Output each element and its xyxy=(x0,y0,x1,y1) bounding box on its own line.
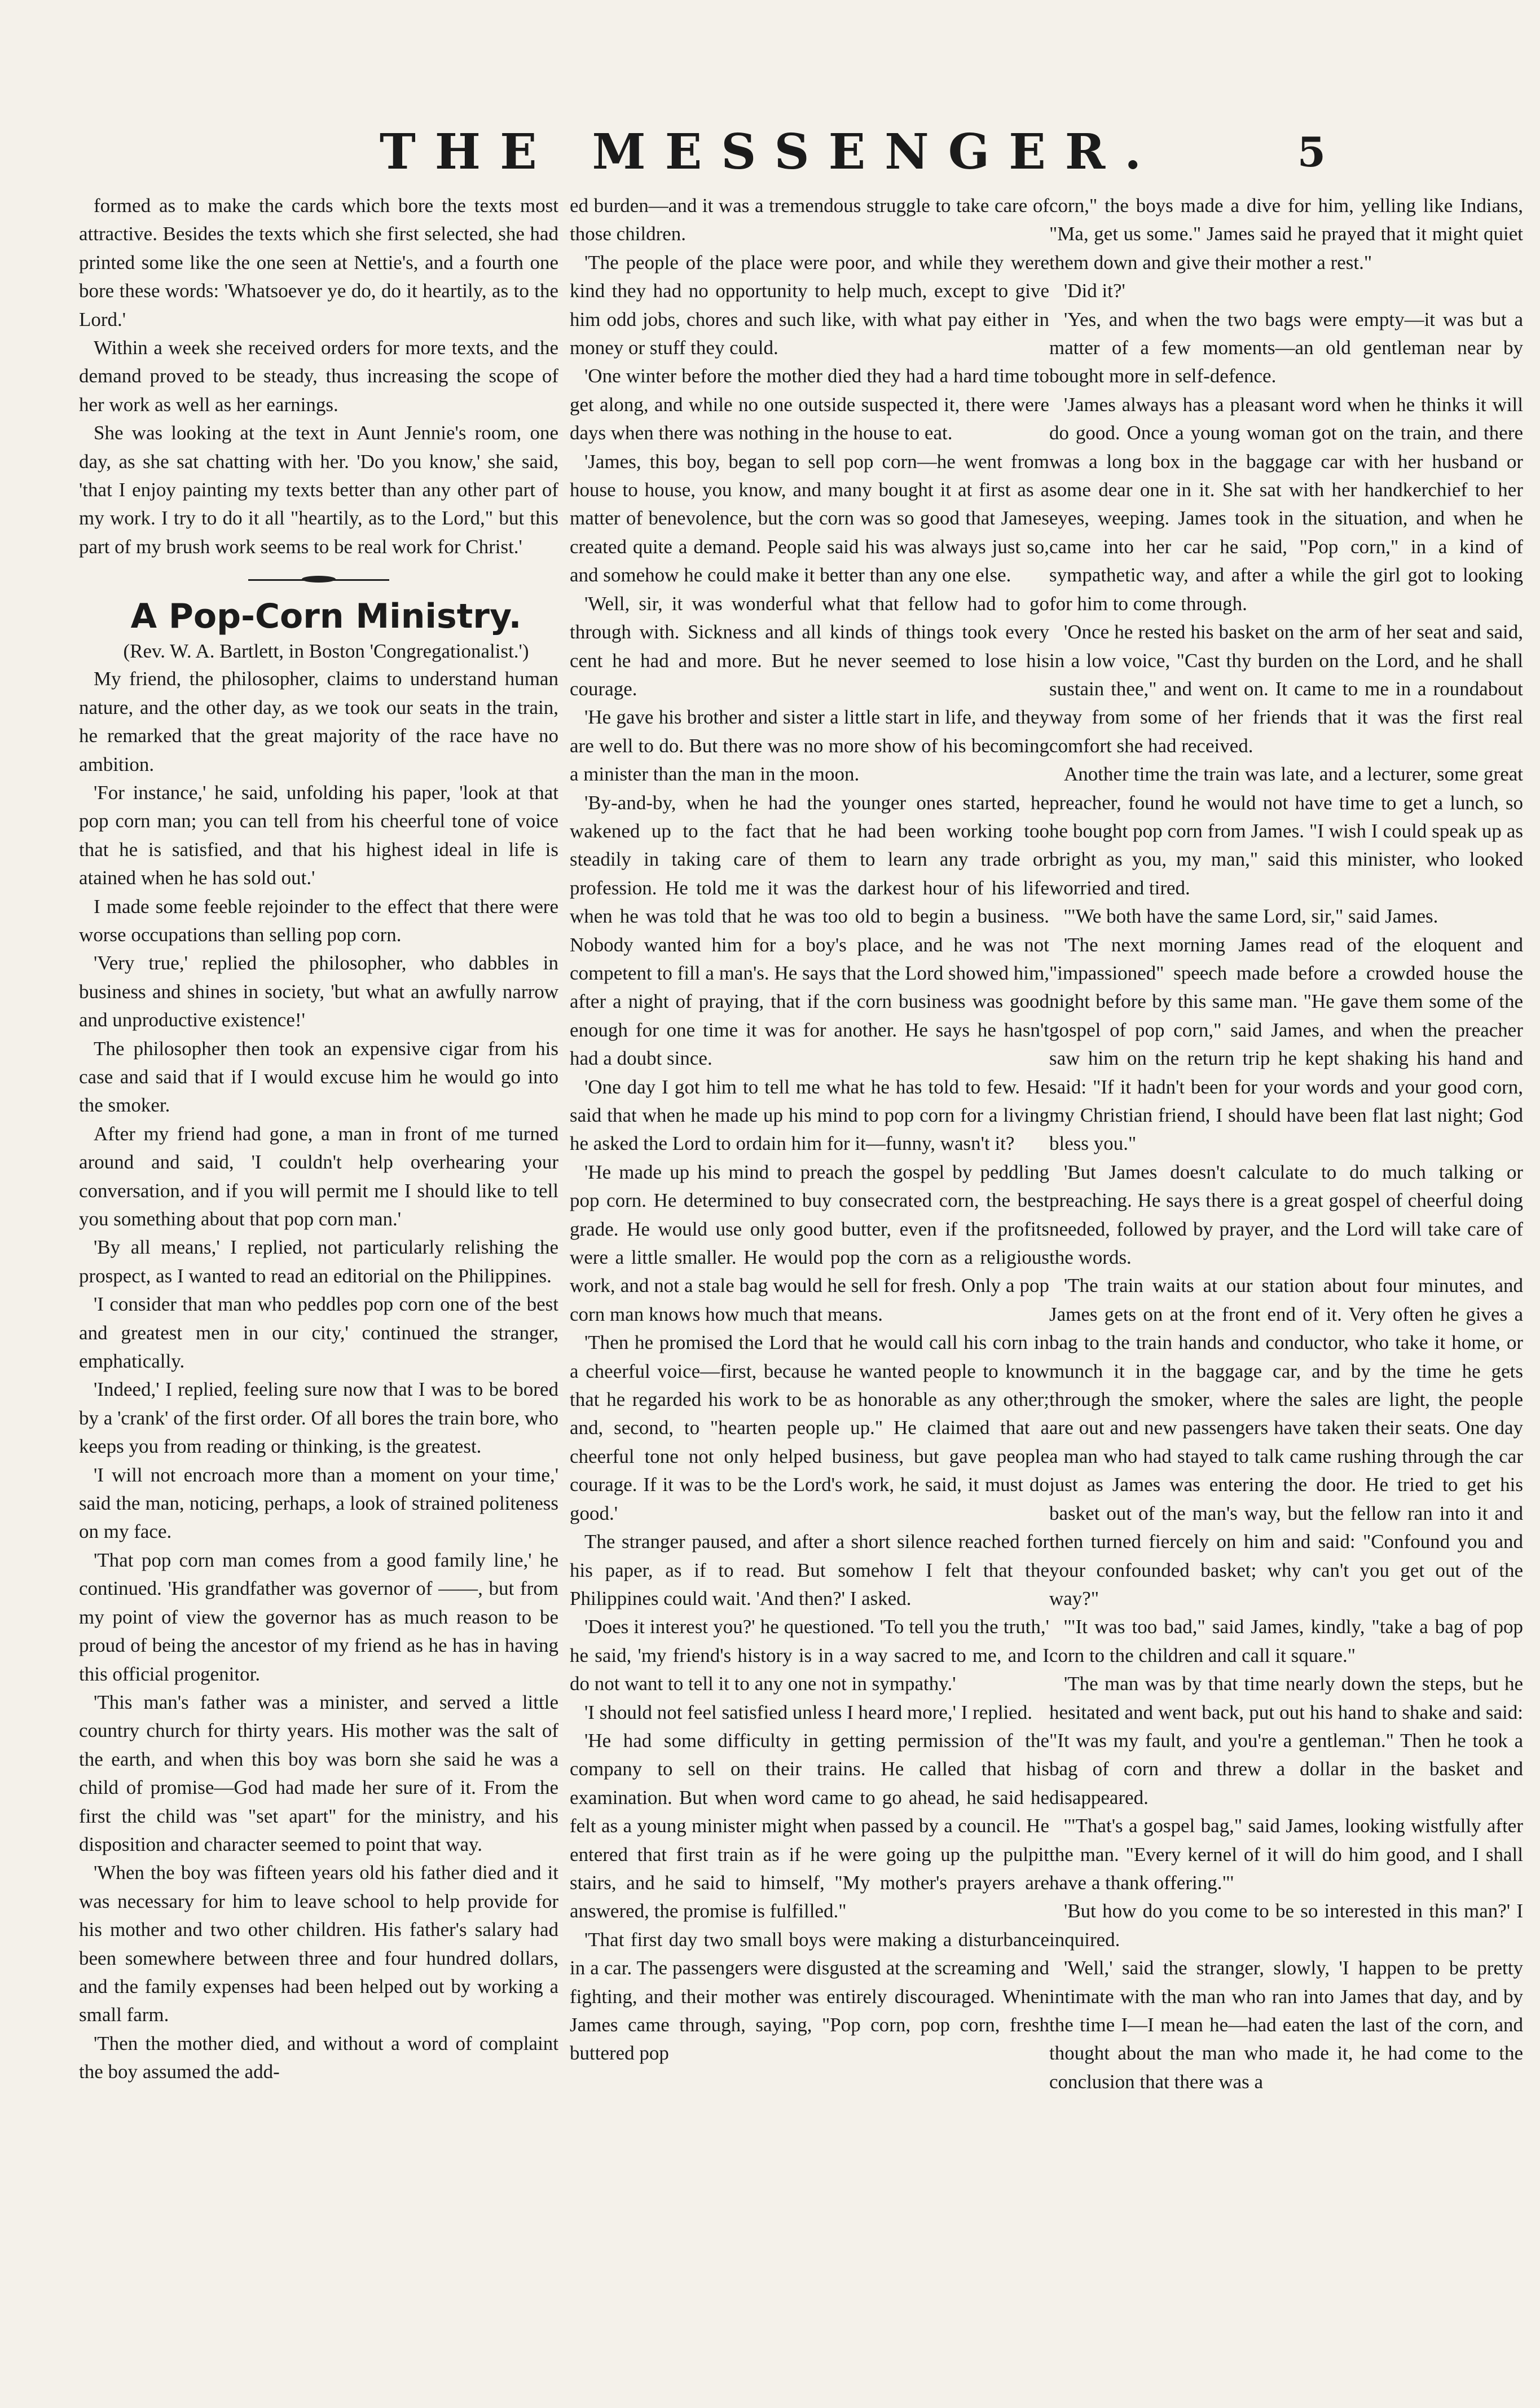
paragraph: The stranger paused, and after a short silence reached for his paper, as if to read. But somehow I felt that the Philippines could wait. 'And then?' I asked. xyxy=(570,1531,1049,1609)
paragraph: 'He made up his mind to preach the gospel by peddling pop corn. He determined to buy consecrated corn, the best grade. He would use only good butter, even if the profits were a little smaller. He would pop the corn as a religious work, and not a stale bag would he sell for fresh. Only a pop corn man knows how much that means. xyxy=(570,1161,1049,1325)
paragraph: 'The train waits at our station about four minutes, and James gets on at the front end of it. Very often he gives a bag to the train hands and conductor, who take it home, or munch it in the baggage car, and by the time he gets through the smoker, where the sales are light, the people are out and new passengers have taken their seats. One day a man who had stayed to talk came rushing through the car just as James was entering the door. He tried to get his basket out of the man's way, but the fellow ran into it and then turned fiercely on him and said: "Confound you and your confounded basket; why can't you get out of the way?" xyxy=(1049,1274,1523,1609)
paragraph: 'Then the mother died, and without a word of complaint the boy assumed the add- xyxy=(79,2032,558,2083)
paragraph: 'The next morning James read of the eloquent and "impassioned" speech made before a crowded house the night before by this same man. "He gave them some of the gospel of pop corn," said James, and when the preacher saw him on the return trip he kept shaking his hand and said: "If it hadn't been for your words and your good corn, my Christian friend, I should have been flat last night; God bless you." xyxy=(1049,933,1523,1155)
paragraph-group-intro xyxy=(79,192,558,561)
paragraph: 'This man's father was a minister, and served a little country church for thirty years. His mother was the salt of the earth, and when this boy was born she said he was a child of promise—God had made her sure of it. From the first the child was "set apart" for the ministry, and his disposition and character seemed to point that way. xyxy=(79,1691,558,1855)
paragraph: 'The people of the place were poor, and while they were kind they had no opportunity to help much, except to give him odd jobs, chores and such like, with what pay either in money or stuff they could. xyxy=(570,251,1049,359)
paragraph: After my friend had gone, a man in front of me turned around and said, 'I couldn't help overhearing your conversation, and if you will permit me I should like to tell you something about that pop corn man.' xyxy=(79,1122,558,1230)
page-number: 5 xyxy=(1297,128,1326,176)
paragraph: 'Does it interest you?' he questioned. 'To tell you the truth,' he said, 'my friend's history is in a way sacred to me, and I do not want to tell it to any one not in sympathy.' xyxy=(570,1616,1049,1695)
paragraph: 'The man was by that time nearly down the steps, but he hesitated and went back, put out his hand to shake and said: "It was my fault, and you're a gentleman." Then he took a bag of corn and threw a dollar in the basket and disappeared. xyxy=(1049,1673,1523,1809)
paragraph: 'That pop corn man comes from a good family line,' he continued. 'His grandfather was governor of ——, but from my point of view the governor has as much reason to be proud of being the ancestor of my friend as he has in having this official progenitor. xyxy=(79,1549,558,1685)
paragraph: 'He had some difficulty in getting permission of the company to sell on their trains. He called that his examination. But when word came to go ahead, he said he felt as a young minister might when passed by a council. He entered that first train as if he were going up the pulpit stairs, and he said to himself, "My mother's prayers are answered, the promise is fulfilled." xyxy=(570,1729,1049,1922)
paragraph: 'Indeed,' I replied, feeling sure now that I was to be bored by a 'crank' of the first order. Of all bores the train bore, who keeps you from reading or thinking, is the greatest. xyxy=(79,1378,558,1458)
paragraph: 'I consider that man who peddles pop corn one of the best and greatest men in our city,' continued the stranger, emphatically. xyxy=(79,1293,558,1373)
paragraph: corn," the boys made a dive for him, yelling like Indians, "Ma, get us some." James said he prayed that it might quiet them down and give their mother a rest." xyxy=(1049,195,1523,274)
paragraph: 'Yes, and when the two bags were empty—it was but a matter of a few moments—an old gentleman near by bought more in self-defence. xyxy=(1049,308,1523,387)
paragraph: '"We both have the same Lord, sir," said James. xyxy=(1064,905,1438,928)
paragraph: 'That first day two small boys were making a disturbance in a car. The passengers were disgusted at the screaming and fighting, and their mother was entirely discouraged. When James came through, saying, "Pop corn, pop corn, fresh buttered pop xyxy=(570,1928,1049,2065)
article-headline: A Pop-Corn Ministry. xyxy=(130,597,522,637)
paragraph: 'By-and-by, when he had the younger ones started, he wakened up to the fact that he had been working too steadily in taking care of them to learn any trade or profession. He told me it was the darkest hour of his life when he was told that he was too old to begin a business. Nobody wanted him for a boy's place, and he was not competent to fill a man's. He says that the Lord showed him, after a night of praying, that if the corn business was good enough for one time it was for another. He says he hasn't had a doubt since. xyxy=(570,791,1049,1070)
paragraph: 'Then he promised the Lord that he would call his corn in a cheerful voice—first, because he wanted people to know that he regarded his work to be as honorable as any other; and, second, to "hearten people up." He claimed that a cheerful tone not only helped business, but gave people courage. If it was to be the Lord's work, he said, it must do good.' xyxy=(570,1331,1049,1524)
paragraph: 'By all means,' I replied, not particularly relishing the prospect, as I wanted to read an editorial on the Philippines. xyxy=(79,1236,558,1287)
paragraph: The philosopher then took an expensive cigar from his case and said that if I would excuse him he would go into the smoker. xyxy=(79,1037,558,1117)
paragraph: 'Well,' said the stranger, slowly, 'I happen to be pretty intimate with the man who ran into James that day, and by the time I—I mean he—had eaten the last of the corn, and thought about the man who made it, he had come to the conclusion that there was a xyxy=(1049,1957,1523,2093)
paragraph: 'He gave his brother and sister a little start in life, and they are well to do. But there was no more show of his becoming a minister than the man in the moon. xyxy=(570,706,1049,786)
paragraph: My friend, the philosopher, claims to understand human nature, and the other day, as we took our seats in the train, he remarked that the great majority of the race have no ambition. xyxy=(79,668,558,775)
paragraph: 'One winter before the mother died they had a hard time to get along, and while no one outside suspected it, there were days when there was nothing in the house to eat. xyxy=(570,365,1049,444)
paragraph: 'I will not encroach more than a moment on your time,' said the man, noticing, perhaps, a look of strained politeness on my face. xyxy=(79,1463,558,1543)
paragraph: 'One day I got him to tell me what he has told to few. He said that when he made up his mind to pop corn for a living he asked the Lord to ordain him for it—funny, wasn't it? xyxy=(570,1075,1049,1155)
newspaper-title: THE MESSENGER. xyxy=(379,124,1161,180)
column-3 xyxy=(1049,192,1523,2391)
article-byline: (Rev. W. A. Bartlett, in Boston 'Congregationalist.') xyxy=(123,640,529,663)
paragraph: Within a week she received orders for more texts, and the demand proved to be steady, thus increasing the scope of her work as well as her earnings. xyxy=(79,337,558,416)
paragraph: 'Well, sir, it was wonderful what that fellow had to go through with. Sickness and all kinds of things took every cent he had and more. But he never seemed to lose his courage. xyxy=(570,592,1049,700)
paragraph: formed as to make the cards which bore the texts most attractive. Besides the texts which she first selected, she had printed some like the one seen at Nettie's, and a fourth one bore these words: 'Whatsoever ye do, do it heartily, as to the Lord.' xyxy=(79,195,558,330)
paragraph: 'I should not feel satisfied unless I heard more,' I replied. xyxy=(584,1701,1033,1723)
column-2 xyxy=(570,192,1049,2391)
paragraph: ed burden—and it was a tremendous struggle to take care of those children. xyxy=(570,195,1049,245)
column-1 xyxy=(79,192,558,2391)
article-body-start xyxy=(79,665,558,2086)
paragraph: 'Very true,' replied the philosopher, who dabbles in business and shines in society, 'but what an awfully narrow and unproductive existence!' xyxy=(79,952,558,1031)
paragraph: Another time the train was late, and a lecturer, some great preacher, found he would not have time to get a lunch, so he bought pop corn from James. "I wish I could speak up as bright as you, my man," said this minister, who looked worried and tired. xyxy=(1049,763,1523,899)
paragraph: 'James always has a pleasant word when he thinks it will do good. Once a young woman got on the train, and there was a long box in the baggage car with her husband or some dear one in it. She sat with her handkerchief to her eyes, weeping. James took in the situation, and when he came into her car he said, "Pop corn," in a kind of sympathetic way, and after a while the girl got to looking for him to come through. xyxy=(1049,393,1523,615)
section-divider xyxy=(79,569,558,592)
masthead xyxy=(0,118,1540,186)
paragraph: 'But how do you come to be so interested in this man?' I inquired. xyxy=(1049,1900,1523,1951)
paragraph: 'But James doesn't calculate to do much talking or preaching. He says there is a great gospel of cheerful doing needed, followed by prayer, and the Lord will take care of the words. xyxy=(1049,1161,1523,1269)
paragraph: She was looking at the text in Aunt Jennie's room, one day, as she sat chatting with her. 'Do you know,' she said, 'that I enjoy painting my texts better than any other part of my work. I try to do it all "heartily, as to the Lord," but this part of my brush work seems to be real work for Christ.' xyxy=(79,422,558,558)
paragraph: 'Did it?' xyxy=(1064,280,1125,302)
paragraph: 'Once he rested his basket on the arm of her seat and said, in a low voice, "Cast thy burden on the Lord, and he shall sustain thee," and went on. It came to me in a roundabout way from some of her friends that it was the first real comfort she had received. xyxy=(1049,621,1523,757)
paragraph: 'James, this boy, began to sell pop corn—he went from house to house, you know, and many bought it at first as a matter of benevolence, but the corn was so good that James created quite a demand. People said his was always just so, and somehow he could make it better than any one else. xyxy=(570,450,1049,586)
paragraph: 'When the boy was fifteen years old his father died and it was necessary for him to leave school to help provide for his mother and two other children. His father's salary had been somewhere between three and four hundred dollars, and the family expenses had been helped out by working a small farm. xyxy=(79,1862,558,2026)
paragraph: 'For instance,' he said, unfolding his paper, 'look at that pop corn man; you can tell from his cheerful tone of voice that he is satisfied, and that his highest ideal in life is atained when he has sold out.' xyxy=(79,781,558,889)
paragraph: I made some feeble rejoinder to the effect that there were worse occupations than selling pop corn. xyxy=(79,895,558,946)
paragraph: '"It was too bad," said James, kindly, "take a bag of pop corn to the children and call it square." xyxy=(1049,1616,1523,1666)
paragraph: '"That's a gospel bag," said James, looking wistfully after the man. "Every kernel of it will do him good, and I shall have a thank offering."' xyxy=(1049,1815,1523,1894)
